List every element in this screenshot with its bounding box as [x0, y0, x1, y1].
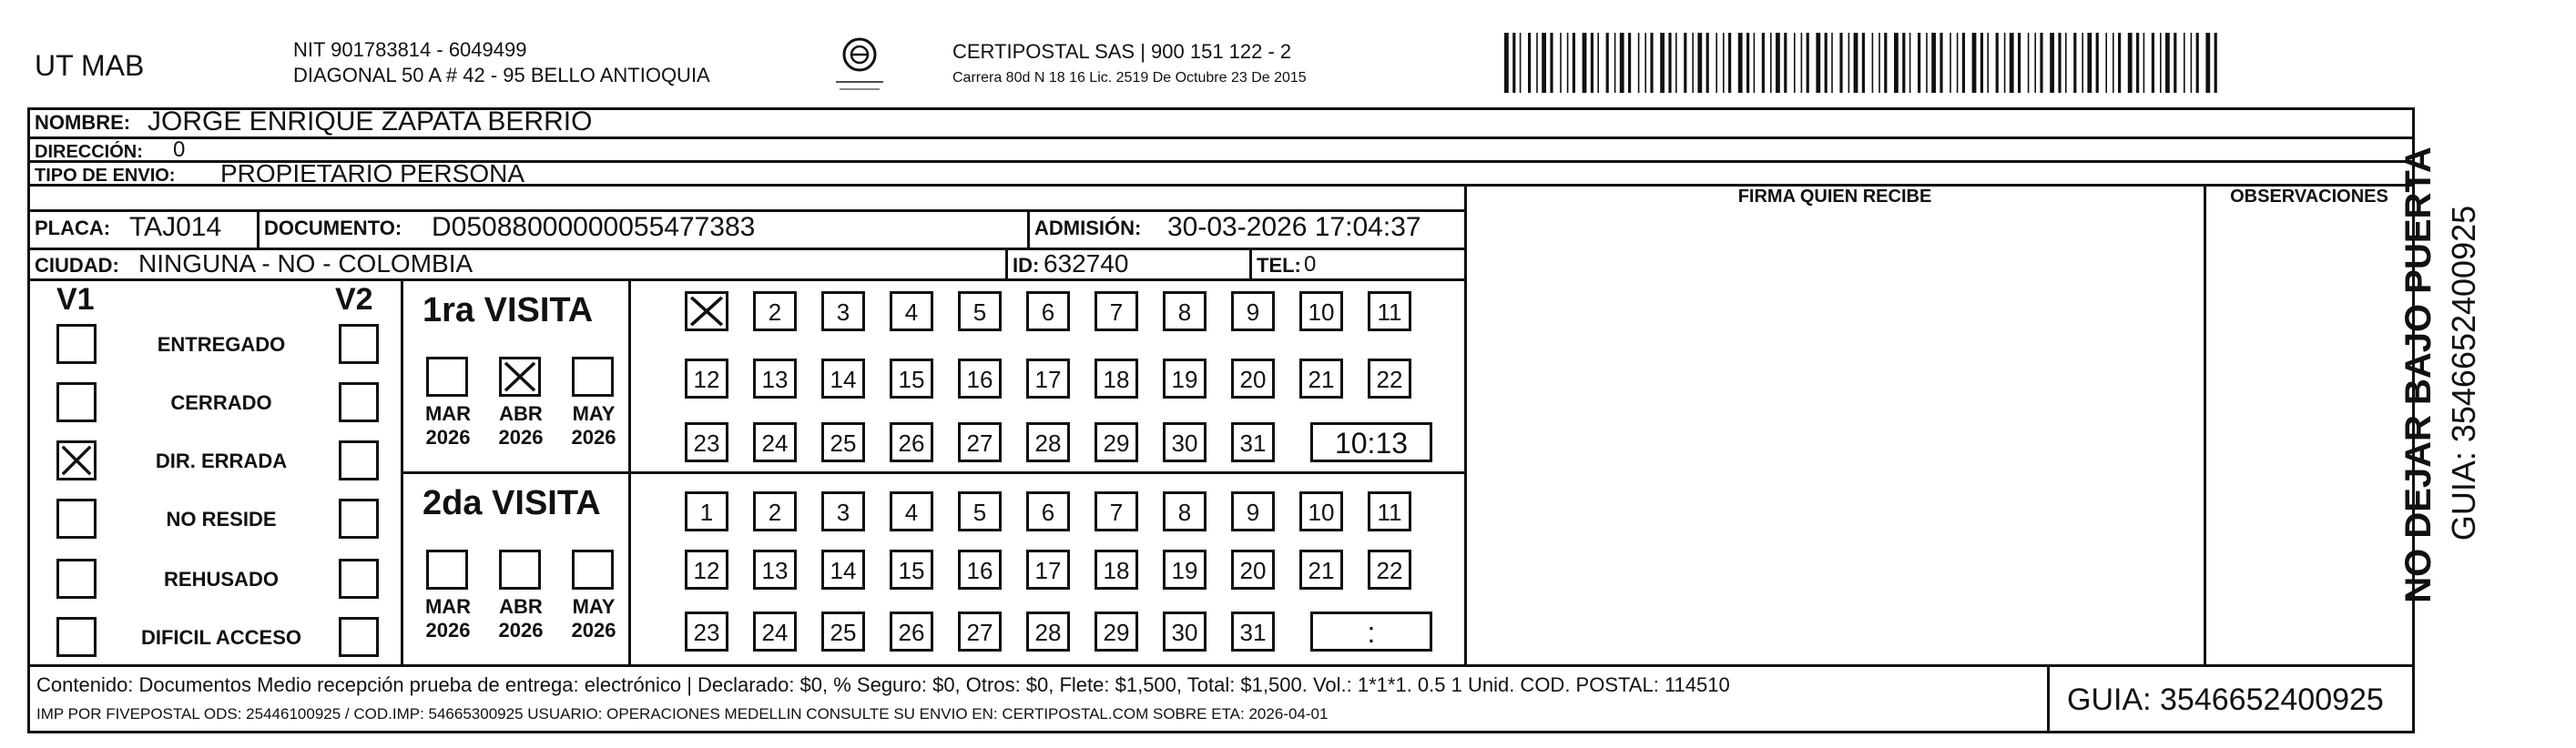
day-box[interactable]: 12	[685, 359, 728, 399]
v2-checkbox[interactable]	[339, 324, 379, 364]
time-box[interactable]: :	[1310, 612, 1432, 652]
day-box[interactable]: 17	[1026, 359, 1070, 399]
time-box[interactable]: 10:13	[1310, 422, 1432, 462]
day-box[interactable]: 28	[1026, 612, 1070, 652]
day-box[interactable]: 11	[1368, 491, 1411, 531]
side-warning: NO DEJAR BAJO PUERTA	[2398, 147, 2439, 603]
day-box[interactable]: 29	[1095, 612, 1138, 652]
company-address: DIAGONAL 50 A # 42 - 95 BELLO ANTIOQUIA	[293, 64, 710, 86]
day-box[interactable]: 4	[890, 491, 933, 531]
direccion-value: 0	[173, 137, 186, 162]
day-box[interactable]: 25	[821, 422, 865, 462]
v2-checkbox[interactable]	[339, 382, 379, 422]
day-box[interactable]: 18	[1095, 550, 1138, 590]
day-box[interactable]: 7	[1095, 291, 1138, 331]
day-box[interactable]: 5	[958, 291, 1002, 331]
day-box[interactable]: 6	[1026, 291, 1070, 331]
month-year: 2026	[498, 426, 544, 449]
day-box[interactable]: 14	[821, 550, 865, 590]
day-box[interactable]: 26	[890, 422, 933, 462]
month-year: 2026	[571, 619, 616, 642]
v1-checkbox[interactable]	[56, 499, 97, 539]
day-box[interactable]: 1	[685, 491, 728, 531]
ciudad-label: CIUDAD:	[35, 254, 119, 277]
day-box[interactable]: 22	[1368, 550, 1411, 590]
day-box[interactable]: 10	[1299, 291, 1343, 331]
day-box[interactable]: 2	[753, 491, 797, 531]
day-box[interactable]: 9	[1231, 491, 1275, 531]
day-box[interactable]: 2	[753, 291, 797, 331]
month-checkbox[interactable]	[426, 550, 468, 590]
day-box[interactable]: 25	[821, 612, 865, 652]
documento-value: D05088000000055477383	[432, 212, 756, 242]
day-box[interactable]: 7	[1095, 491, 1138, 531]
day-box[interactable]: 15	[890, 550, 933, 590]
side-guia: GUIA: 3546652400925	[2445, 205, 2482, 541]
day-box[interactable]: 9	[1231, 291, 1275, 331]
month-year: 2026	[425, 619, 471, 642]
status-label: NO RESIDE	[166, 508, 277, 531]
day-box[interactable]: 26	[890, 612, 933, 652]
ciudad-value: NINGUNA - NO - COLOMBIA	[138, 249, 473, 278]
barcode	[1504, 33, 2224, 93]
month-checkbox[interactable]	[572, 550, 614, 590]
day-box[interactable]: 30	[1163, 422, 1207, 462]
visit1-title: 1ra VISITA	[423, 291, 594, 329]
day-box[interactable]: 13	[753, 359, 797, 399]
month-label: MAR	[424, 402, 472, 425]
day-box[interactable]: 10	[1299, 491, 1343, 531]
firma-header: FIRMA QUIEN RECIBE	[1737, 187, 1932, 207]
placa-label: PLACA:	[35, 217, 111, 239]
footer-guia: GUIA: 3546652400925	[2067, 682, 2384, 717]
day-box[interactable]: 22	[1368, 359, 1411, 399]
company-name: UT MAB	[35, 49, 145, 82]
v1-checkbox[interactable]	[56, 382, 97, 422]
carrier-license: Carrera 80d N 18 16 Lic. 2519 De Octubre 23 De 2015	[952, 70, 1307, 86]
tipo-envio-value: PROPIETARIO PERSONA	[220, 159, 524, 187]
tel-label: TEL:	[1257, 254, 1301, 277]
month-checkbox[interactable]	[572, 357, 614, 397]
tipo-envio-label: TIPO DE ENVIO:	[35, 166, 176, 186]
month-label: MAY	[572, 595, 616, 618]
nombre-label: NOMBRE:	[35, 111, 131, 134]
v2-checkbox[interactable]	[339, 499, 379, 539]
v2-label: V2	[335, 282, 373, 317]
day-box[interactable]: 24	[753, 612, 797, 652]
month-checkbox[interactable]	[499, 550, 541, 590]
day-box[interactable]: 16	[958, 359, 1002, 399]
v1-checkbox[interactable]	[56, 324, 97, 364]
day-box[interactable]: 23	[685, 422, 728, 462]
direccion-label: DIRECCIÓN:	[35, 142, 143, 162]
day-box[interactable]: 13	[753, 550, 797, 590]
nombre-value: JORGE ENRIQUE ZAPATA BERRIO	[148, 106, 593, 136]
status-label: ENTREGADO	[157, 333, 286, 356]
month-checkbox[interactable]	[499, 357, 541, 397]
day-box[interactable]	[685, 291, 728, 331]
footer-content: Contenido: Documentos Medio recepción prueba de entrega: electrónico | Declarado: $0, % Seguro: $0, Otros: $0, Flete: $1,500, Total: $1,500. Vol.: 1*1*1. 0.5 1 Unid. COD. POSTAL: 114510	[36, 673, 1730, 696]
day-box[interactable]: 8	[1163, 291, 1207, 331]
day-box[interactable]: 6	[1026, 491, 1070, 531]
certipostal-logo	[830, 35, 889, 98]
id-value: 632740	[1044, 249, 1129, 278]
day-box[interactable]: 8	[1163, 491, 1207, 531]
status-label: DIFICIL ACCESO	[140, 626, 301, 649]
footer-imp: IMP POR FIVEPOSTAL ODS: 25446100925 / COD.IMP: 54665300925 USUARIO: OPERACIONES MEDELLIN CONSULTE SU ENVIO EN: CERTIPOSTAL.COM SOBRE ETA: 2026-04-01	[36, 705, 1329, 723]
day-box[interactable]: 30	[1163, 612, 1207, 652]
month-label: MAR	[424, 595, 472, 618]
day-box[interactable]: 29	[1095, 422, 1138, 462]
placa-value: TAJ014	[129, 212, 222, 242]
day-box[interactable]: 27	[958, 422, 1002, 462]
observaciones-header: OBSERVACIONES	[2230, 187, 2388, 207]
admision-label: ADMISIÓN:	[1034, 217, 1142, 239]
day-box[interactable]: 18	[1095, 359, 1138, 399]
day-box[interactable]: 15	[890, 359, 933, 399]
day-box[interactable]: 3	[821, 491, 865, 531]
day-box[interactable]: 5	[958, 491, 1002, 531]
day-box[interactable]: 21	[1299, 550, 1343, 590]
day-box[interactable]: 24	[753, 422, 797, 462]
carrier-name: CERTIPOSTAL SAS | 900 151 122 - 2	[952, 40, 1292, 63]
day-box[interactable]: 21	[1299, 359, 1343, 399]
month-checkbox[interactable]	[426, 357, 468, 397]
month-label: ABR	[499, 402, 543, 425]
day-box[interactable]: 20	[1231, 550, 1275, 590]
day-box[interactable]: 19	[1163, 359, 1207, 399]
day-box[interactable]: 31	[1231, 612, 1275, 652]
day-box[interactable]: 27	[958, 612, 1002, 652]
day-box[interactable]: 23	[685, 612, 728, 652]
v2-checkbox[interactable]	[339, 440, 379, 480]
month-year: 2026	[425, 426, 471, 449]
month-label: MAY	[572, 402, 616, 425]
admision-value: 30-03-2026 17:04:37	[1167, 212, 1421, 242]
day-box[interactable]: 19	[1163, 550, 1207, 590]
v1-label: V1	[56, 282, 95, 317]
day-box[interactable]: 14	[821, 359, 865, 399]
day-box[interactable]: 20	[1231, 359, 1275, 399]
day-box[interactable]: 31	[1231, 422, 1275, 462]
v1-checkbox[interactable]	[56, 559, 97, 599]
status-label: REHUSADO	[164, 568, 279, 591]
visit2-title: 2da VISITA	[423, 484, 601, 522]
tel-value: 0	[1304, 252, 1317, 277]
day-box[interactable]: 3	[821, 291, 865, 331]
id-label: ID:	[1013, 254, 1040, 277]
day-box[interactable]: 16	[958, 550, 1002, 590]
documento-label: DOCUMENTO:	[264, 217, 402, 239]
company-nit: NIT 901783814 - 6049499	[293, 38, 527, 61]
status-label: DIR. ERRADA	[155, 450, 288, 472]
v1-checkbox[interactable]	[56, 617, 97, 657]
day-box[interactable]: 28	[1026, 422, 1070, 462]
month-year: 2026	[498, 619, 544, 642]
day-box[interactable]: 11	[1368, 291, 1411, 331]
day-box[interactable]: 4	[890, 291, 933, 331]
v2-checkbox[interactable]	[339, 617, 379, 657]
status-label: CERRADO	[170, 391, 272, 414]
v1-checkbox[interactable]	[56, 440, 97, 480]
day-box[interactable]: 17	[1026, 550, 1070, 590]
v2-checkbox[interactable]	[339, 559, 379, 599]
month-label: ABR	[499, 595, 543, 618]
month-year: 2026	[571, 426, 616, 449]
day-box[interactable]: 12	[685, 550, 728, 590]
